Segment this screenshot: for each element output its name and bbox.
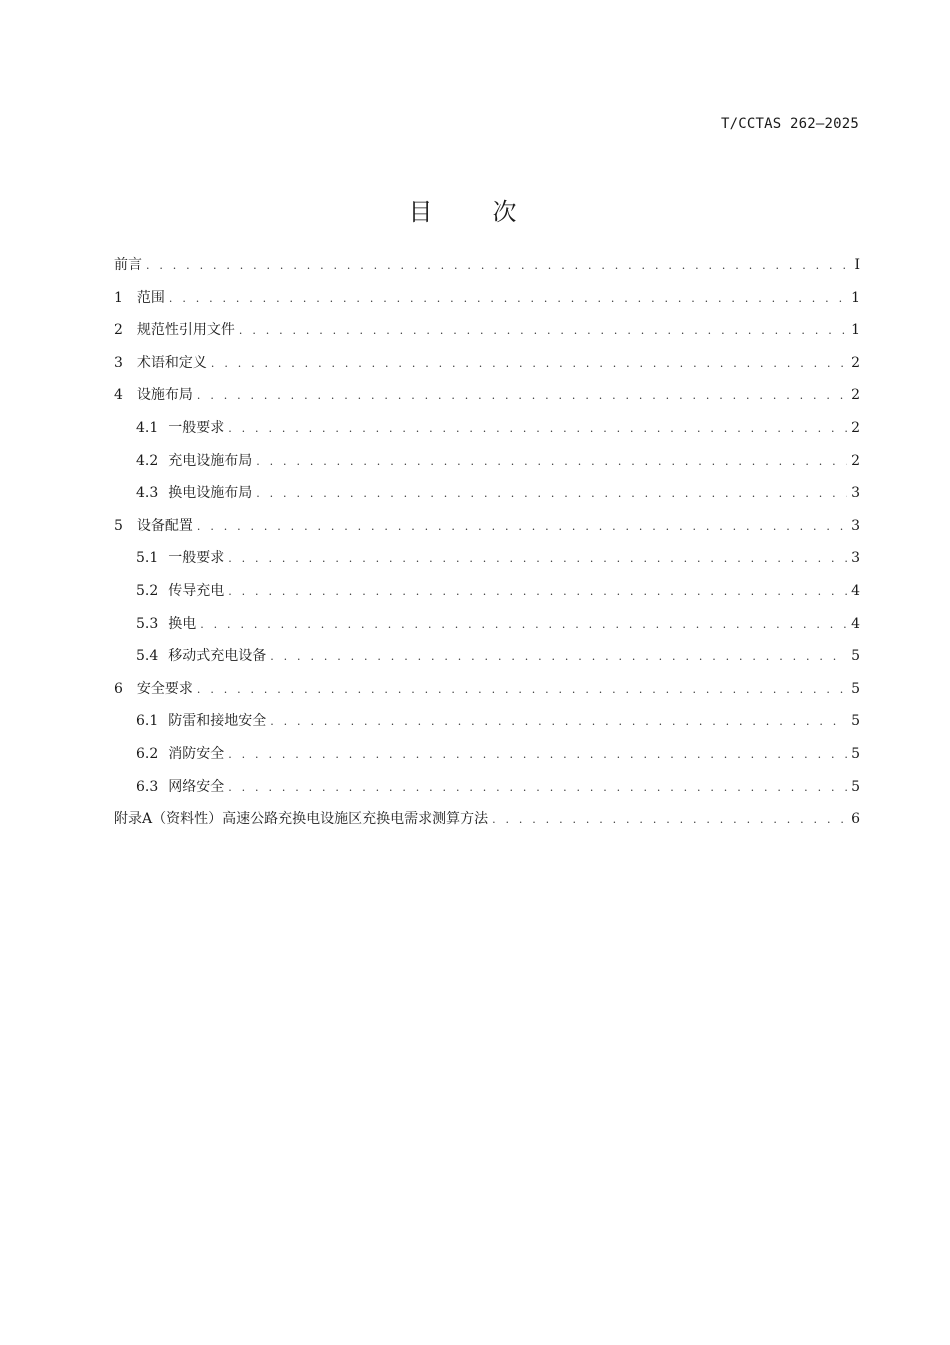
- toc-entry[interactable]: [114, 287, 860, 320]
- toc-entry[interactable]: [114, 384, 860, 417]
- toc-entry-page: 5: [851, 713, 860, 730]
- toc-entry-number: 6.1: [136, 713, 159, 730]
- toc-dot-leader: [228, 422, 847, 435]
- toc-entry[interactable]: [114, 645, 860, 678]
- toc-entry-text: 前言: [114, 257, 142, 273]
- toc-entry-label: [136, 613, 196, 633]
- toc-entry-text: 换电: [168, 615, 197, 632]
- toc-dot-leader: [211, 357, 847, 370]
- toc-entry-text: 设备配置: [136, 517, 193, 534]
- toc-entry-text: 范围: [136, 289, 165, 306]
- toc-entry[interactable]: [114, 515, 860, 548]
- toc-entry[interactable]: [114, 808, 860, 841]
- toc-entry-text: 防雷和接地安全: [168, 713, 267, 730]
- toc-entry[interactable]: [114, 482, 860, 515]
- toc-entry-label: [114, 384, 193, 404]
- toc-entry-label: [136, 482, 252, 502]
- toc-entry-number: 6.2: [136, 745, 159, 762]
- toc-dot-leader: [228, 748, 847, 761]
- toc-entry-label: [114, 254, 142, 274]
- toc-entry-text: 网络安全: [168, 778, 225, 795]
- toc-entry[interactable]: [114, 776, 860, 809]
- toc-dot-leader: [228, 585, 847, 598]
- toc-entry-number: 5.3: [136, 615, 159, 632]
- toc-entry-page: 5: [851, 745, 860, 762]
- toc-entry[interactable]: [114, 678, 860, 711]
- toc-entry-label: [114, 808, 488, 828]
- toc-entry-label: [136, 547, 224, 567]
- toc-entry-page: 2: [851, 354, 860, 371]
- toc-entry-page: 3: [851, 517, 860, 534]
- toc-dot-leader: [197, 389, 847, 402]
- toc-entry-text: 附录A（资料性）高速公路充换电设施区充换电需求测算方法: [114, 811, 489, 828]
- toc-entry-label: [114, 515, 193, 535]
- toc-entry-text: 一般要求: [168, 419, 225, 436]
- toc-dot-leader: [270, 650, 847, 663]
- page-title: 目次: [408, 198, 577, 226]
- toc-entry-page: 2: [851, 387, 860, 404]
- toc-entry-text: 消防安全: [168, 745, 225, 762]
- toc-entry-label: [136, 417, 224, 437]
- toc-entry-label: [114, 352, 207, 372]
- toc-entry-number: 2: [114, 322, 123, 339]
- toc-entry-page: 5: [851, 778, 860, 795]
- toc-entry-number: 4.1: [136, 419, 159, 436]
- toc-entry-label: [136, 743, 224, 763]
- document-code: T/CCTAS 262—2025: [720, 116, 859, 132]
- toc-entry[interactable]: [114, 319, 860, 352]
- toc-entry[interactable]: [114, 254, 860, 287]
- toc-dot-leader: [169, 292, 847, 305]
- toc-dot-leader: [270, 715, 847, 728]
- toc-entry-label: [114, 319, 235, 339]
- toc-entry[interactable]: [114, 613, 860, 646]
- toc-entry-label: [136, 645, 266, 665]
- toc-dot-leader: [197, 683, 847, 696]
- toc-entry-page: 2: [851, 419, 860, 436]
- toc-dot-leader: [256, 487, 847, 500]
- toc-entry-page: 2: [851, 452, 860, 469]
- toc-entry-label: [114, 678, 193, 698]
- toc-entry[interactable]: [114, 580, 860, 613]
- toc-entry-label: [114, 287, 165, 307]
- toc-entry-number: 3: [114, 354, 123, 371]
- toc-entry[interactable]: [114, 450, 860, 483]
- toc-entry[interactable]: [114, 743, 860, 776]
- toc-entry-number: 5.2: [136, 582, 159, 599]
- toc-entry-page: 3: [851, 550, 860, 567]
- toc-entry-label: [136, 450, 252, 470]
- toc-entry-text: 充电设施布局: [168, 452, 253, 469]
- toc-entry-number: 6.3: [136, 778, 159, 795]
- table-of-contents: [114, 254, 860, 841]
- toc-dot-leader: [228, 552, 847, 565]
- toc-dot-leader: [146, 259, 848, 272]
- toc-dot-leader: [492, 813, 847, 826]
- toc-entry-number: 5.1: [136, 550, 159, 567]
- toc-dot-leader: [256, 455, 847, 468]
- toc-dot-leader: [239, 324, 847, 337]
- toc-entry-page: I: [854, 257, 860, 273]
- toc-entry-page: 6: [851, 811, 860, 828]
- toc-entry[interactable]: [114, 352, 860, 385]
- toc-entry-text: 规范性引用文件: [136, 322, 235, 339]
- toc-entry-page: 1: [851, 289, 860, 306]
- toc-entry-text: 移动式充电设备: [168, 648, 267, 665]
- toc-entry-number: 5: [114, 517, 123, 534]
- toc-entry-number: 5.4: [136, 648, 159, 665]
- toc-entry-number: 4.3: [136, 485, 159, 502]
- toc-entry[interactable]: [114, 547, 860, 580]
- toc-entry[interactable]: [114, 710, 860, 743]
- toc-entry-text: 安全要求: [136, 680, 193, 697]
- toc-dot-leader: [228, 781, 847, 794]
- toc-dot-leader: [200, 618, 847, 631]
- toc-entry-page: 4: [851, 582, 860, 599]
- toc-dot-leader: [197, 520, 847, 533]
- toc-entry-label: [136, 710, 266, 730]
- toc-entry-text: 换电设施布局: [168, 485, 253, 502]
- toc-entry-page: 4: [851, 615, 860, 632]
- toc-entry-number: 4.2: [136, 452, 159, 469]
- toc-entry-number: 4: [114, 387, 123, 404]
- toc-entry[interactable]: [114, 417, 860, 450]
- toc-entry-text: 传导充电: [168, 582, 225, 599]
- toc-entry-page: 5: [851, 648, 860, 665]
- toc-entry-text: 设施布局: [136, 387, 193, 404]
- toc-entry-page: 3: [851, 485, 860, 502]
- toc-entry-label: [136, 776, 224, 796]
- toc-entry-number: 6: [114, 680, 123, 697]
- toc-entry-text: 一般要求: [168, 550, 225, 567]
- toc-entry-text: 术语和定义: [136, 354, 207, 371]
- toc-entry-number: 1: [114, 289, 123, 306]
- toc-entry-page: 1: [851, 322, 860, 339]
- toc-entry-page: 5: [851, 680, 860, 697]
- toc-entry-label: [136, 580, 224, 600]
